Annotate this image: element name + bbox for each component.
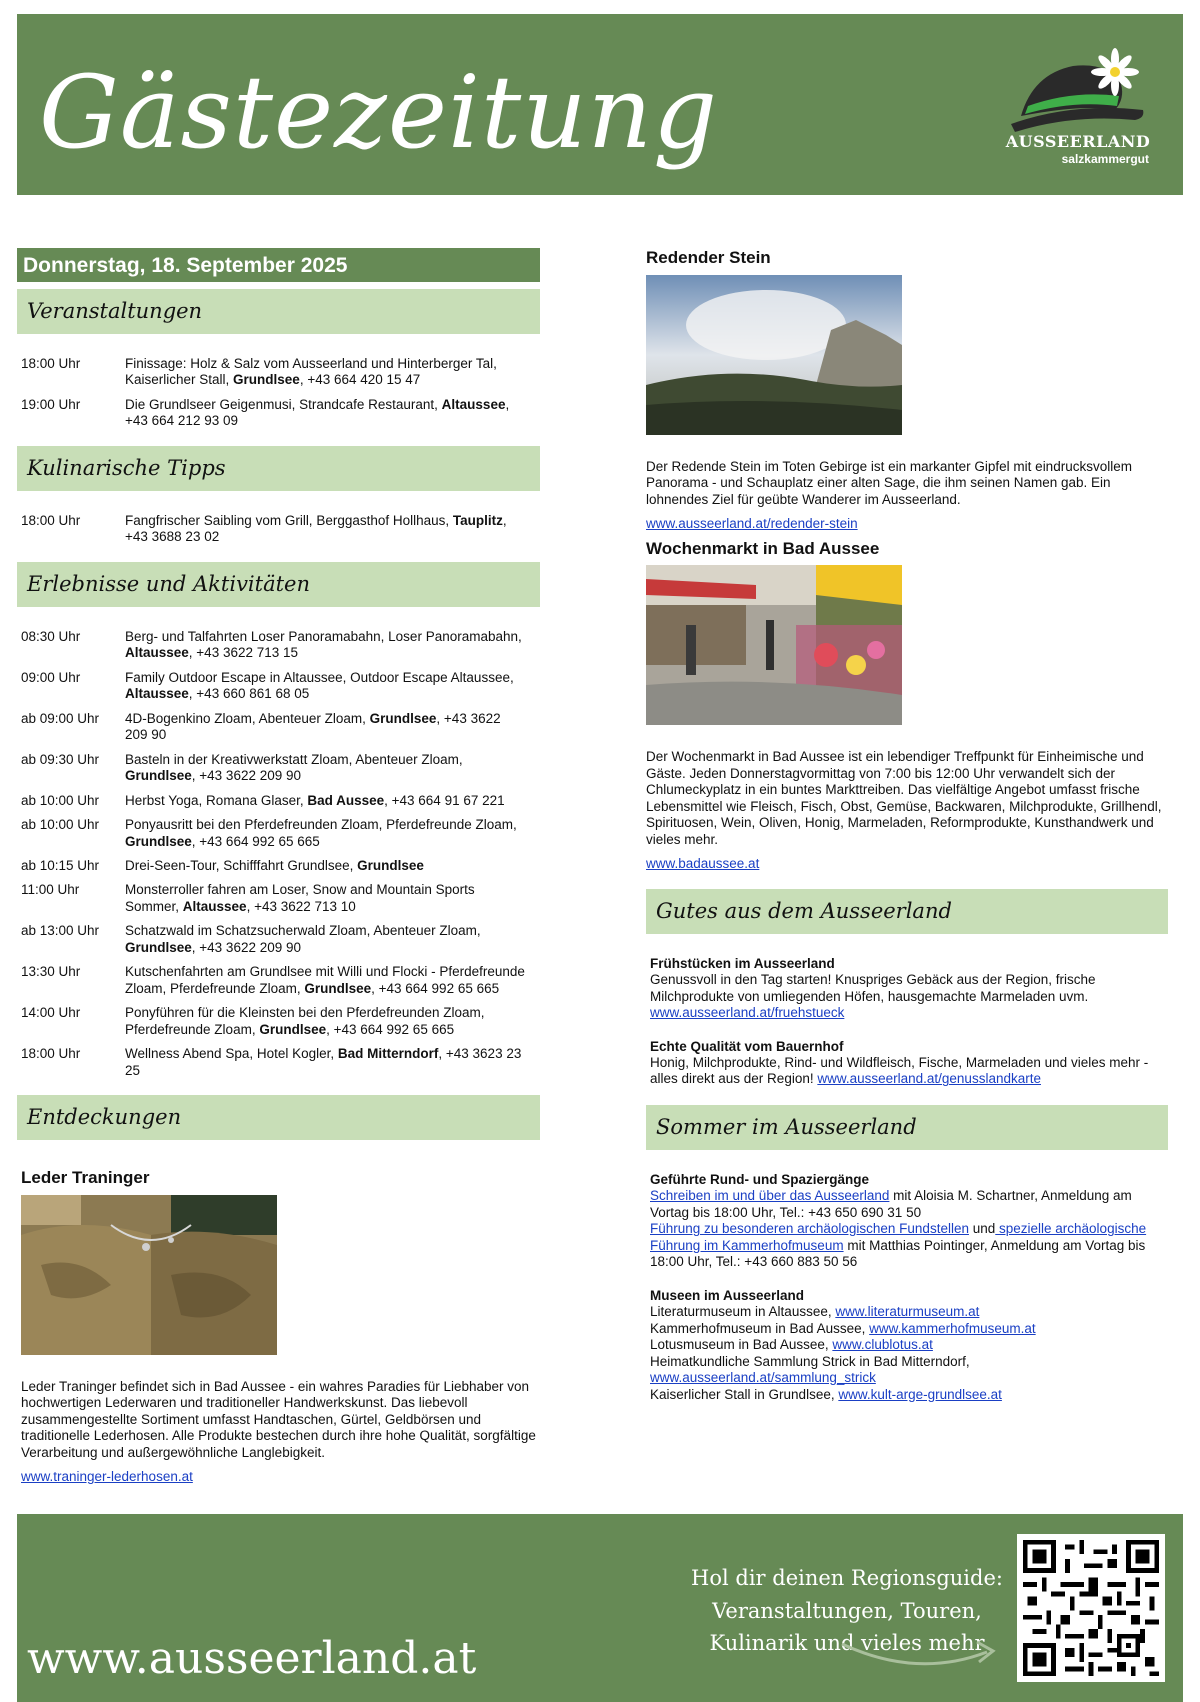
redender-text: Der Redende Stein im Toten Gebirge ist ein markanter Gipfel mit eindrucksvollem Panorama - und Schauplatz einer alten Sage, die ihm seinen Namen gab. Ein lohnendes Ziel für geübte Wanderer im Ausseerland.: [646, 458, 1132, 507]
event-row: [17, 513, 540, 546]
museum-link[interactable]: www.ausseerland.at/sammlung_strick: [650, 1370, 876, 1386]
event-description: Die Grundlseer Geigenmusi, Strandcafe Restaurant,: [125, 396, 442, 412]
event-contact: , +43 664 420 15 47: [299, 372, 421, 388]
event-place: Altaussee: [125, 686, 189, 702]
event-text: [125, 1046, 525, 1079]
fruehstueck-title: Frühstücken im Ausseerland: [650, 955, 835, 971]
lederhose-photo: [21, 1195, 277, 1355]
section-entdeckungen: Entdeckungen: [17, 1095, 540, 1140]
event-text: [125, 923, 525, 956]
event-contact: , +43 3623 23 25: [125, 1046, 522, 1078]
event-time: 18:00 Uhr: [21, 356, 81, 371]
fruehstueck-text: Genussvoll in den Tag starten! Knuspriges Gebäck aus der Region, frische Milchprodukte von umliegenden Höfen, hausgemachte Marmeladen uvm.: [650, 972, 1096, 1004]
event-list: [17, 513, 540, 546]
museen-title: Museen im Ausseerland: [650, 1287, 805, 1303]
event-contact: , +43 3622 713 10: [246, 898, 356, 914]
event-time: 14:00 Uhr: [21, 1005, 81, 1021]
event-description: Berg- und Talfahrten Loser Panoramabahn, Loser Panoramabahn,: [125, 628, 522, 644]
event-time: ab 10:00 Uhr: [21, 817, 100, 833]
redender-link[interactable]: www.ausseerland.at/redender-stein: [646, 516, 858, 532]
event-row: [17, 882, 540, 915]
event-place: Grundlsee: [125, 768, 192, 784]
event-place: Altaussee: [182, 898, 247, 914]
schreiben-link[interactable]: Schreiben im und über das Ausseerland: [650, 1188, 890, 1204]
event-text: [125, 1005, 525, 1038]
event-place: Grundlsee: [125, 939, 192, 955]
event-row: [17, 858, 540, 874]
event-time: 19:00 Uhr: [21, 396, 81, 412]
redender-title: Redender Stein: [646, 248, 771, 267]
right-column: [646, 248, 1168, 1420]
event-description: Schatzwald im Schatzsucherwald Zloam, Abenteuer Zloam,: [125, 923, 481, 939]
event-time: 18:00 Uhr: [21, 512, 81, 528]
event-text: [125, 964, 525, 997]
event-contact: , +43 664 992 65 665: [326, 1021, 455, 1037]
feature-block: [17, 1168, 540, 1486]
museum-name: Lotusmuseum in Bad Aussee,: [650, 1337, 833, 1353]
event-description: Finissage: Holz & Salz vom Ausseerland und Hinterberger Tal, Kaiserlicher Stall,: [125, 356, 497, 388]
section-gutes: Gutes aus dem Ausseerland: [646, 889, 1168, 934]
promo-line: Hol dir deinen Regionsguide:: [691, 1566, 1003, 1590]
gutes-block: [646, 956, 1168, 1088]
event-time: 13:30 Uhr: [21, 964, 81, 980]
event-list: [17, 356, 540, 430]
museum-item: [650, 1304, 1168, 1320]
promo-line: Kulinarik und vieles mehr: [709, 1631, 985, 1656]
event-time: ab 10:15 Uhr: [21, 857, 100, 873]
kammerhof-fuehrung-link[interactable]: spezielle archäologische Führung im Kammerhofmuseum: [650, 1221, 1147, 1253]
event-time: ab 09:00 Uhr: [21, 710, 100, 726]
event-contact: , +43 3622 713 15: [188, 645, 299, 661]
rund-title: Geführte Rund- und Spaziergänge: [650, 1171, 870, 1187]
section-sommer: Sommer im Ausseerland: [646, 1105, 1168, 1150]
markt-title: Wochenmarkt in Bad Aussee: [646, 538, 880, 558]
museum-name: Heimatkundliche Sammlung Strick in Bad Mitterndorf,: [650, 1353, 970, 1369]
header-banner: [17, 14, 1183, 195]
event-row: [17, 1005, 540, 1038]
arrow-icon: [837, 1624, 1007, 1674]
event-description: 4D-Bogenkino Zloam, Abenteuer Zloam,: [125, 710, 370, 726]
event-text: [125, 817, 525, 850]
event-row: [17, 670, 540, 703]
event-place: Grundlsee: [233, 372, 300, 388]
event-place: Tauplitz: [452, 512, 503, 528]
event-contact: , +43 664 992 65 665: [371, 980, 500, 996]
footer-banner: [17, 1514, 1183, 1702]
event-description: Fangfrischer Saibling vom Grill, Berggasthof Hollhaus,: [125, 512, 453, 528]
redender-stein-photo: [646, 275, 902, 435]
section-kulinarisch: Kulinarische Tipps: [17, 446, 540, 491]
event-text: [125, 858, 525, 874]
event-list: [17, 629, 540, 1079]
left-column: [17, 248, 540, 1486]
rund-text-2: mit Matthias Pointinger, Anmeldung am Vortag bis 18:00 Uhr, Tel.: +43 660 883 50 56: [650, 1237, 1146, 1270]
event-time: 08:30 Uhr: [21, 628, 81, 644]
event-time: 18:00 Uhr: [21, 1046, 81, 1062]
event-text: [125, 629, 525, 662]
event-row: [17, 397, 540, 430]
event-description: Drei-Seen-Tour, Schifffahrt Grundlsee,: [125, 857, 358, 873]
event-time: ab 10:00 Uhr: [21, 792, 100, 808]
feature-title: Leder Traninger: [21, 1168, 150, 1188]
event-description: Kutschenfahrten am Grundlsee mit Willi und Flocki - Pferdefreunde Zloam, Pferdefreunde Zloam,: [125, 964, 525, 996]
event-row: [17, 752, 540, 785]
section-veranstaltungen: Veranstaltungen: [17, 289, 540, 334]
logo-name: AUSSEERLAND: [1005, 132, 1151, 151]
museum-link[interactable]: www.kammerhofmuseum.at: [869, 1320, 1036, 1336]
event-text: [125, 513, 525, 546]
event-description: Monsterroller fahren am Loser, Snow and Mountain Sports Sommer,: [125, 882, 475, 914]
event-row: [17, 817, 540, 850]
date-heading: Donnerstag, 18. September 2025: [17, 248, 540, 282]
fundstellen-link[interactable]: Führung zu besonderen archäologischen Fundstellen: [650, 1221, 969, 1237]
footer-url[interactable]: www.ausseerland.at: [27, 1633, 477, 1684]
event-description: Ponyausritt bei den Pferdefreunden Zloam, Pferdefreunde Zloam,: [125, 817, 517, 833]
event-place: Grundlsee: [125, 833, 192, 849]
event-description: Wellness Abend Spa, Hotel Kogler,: [125, 1046, 338, 1062]
rund-mid: und: [968, 1221, 996, 1237]
event-place: Bad Mitterndorf: [337, 1046, 439, 1062]
event-place: Altaussee: [125, 645, 189, 661]
markt-text: Der Wochenmarkt in Bad Aussee ist ein lebendiger Treffpunkt für Einheimische und Gäste. Jeden Donnerstagvormittag von 7:00 bis 12:00 Uhr verwandelt sich der Chlumeckyplatz in ein buntes Markttreiben. Das vielfältige Angebot umfasst frische Lebensmittel wie Fleisch, Fisch, Obst, Gemüse, Backwaren, Milchprodukte, Grillhendl, Spirituosen, Wein, Oliven, Honig, Marmeladen, Reformprodukte, Kunsthandwerk und vieles mehr.: [646, 749, 1162, 847]
museum-item: [650, 1321, 1168, 1337]
fruehstueck-link[interactable]: www.ausseerland.at/fruehstueck: [650, 1005, 845, 1021]
event-contact: , +43 3622 209 90: [125, 710, 501, 743]
event-contact: , +43 3688 23 02: [125, 512, 507, 545]
event-description: Family Outdoor Escape in Altaussee, Outdoor Escape Altaussee,: [125, 669, 514, 685]
event-row: [17, 629, 540, 662]
event-description: Basteln in der Kreativwerkstatt Zloam, Abenteuer Zloam,: [125, 751, 463, 767]
logo-subtitle: salzkammergut: [1061, 152, 1149, 166]
event-row: [17, 923, 540, 956]
promo-line: Veranstaltungen, Touren,: [712, 1598, 982, 1623]
rund-text-1: mit Aloisia M. Schartner, Anmeldung am Vortag bis 18:00 Uhr, Tel.: +43 650 690 31 50: [650, 1188, 1132, 1220]
hat-edelweiss-icon: [1003, 44, 1153, 144]
event-contact: , +43 3622 209 90: [191, 939, 302, 955]
sommer-block: [646, 1172, 1168, 1403]
museum-link[interactable]: www.kult-arge-grundlsee.at: [838, 1386, 1002, 1402]
event-place: Altaussee: [441, 396, 506, 412]
event-contact: , +43 664 91 67 221: [384, 792, 505, 808]
event-row: [17, 964, 540, 997]
event-time: ab 09:30 Uhr: [21, 751, 100, 767]
event-place: Grundlsee: [369, 710, 437, 726]
badaussee-link[interactable]: www.badaussee.at: [646, 856, 760, 872]
event-text: [125, 752, 525, 785]
bauernhof-title: Echte Qualität vom Bauernhof: [650, 1038, 844, 1054]
museum-link[interactable]: www.clublotus.at: [832, 1337, 933, 1353]
event-description: Herbst Yoga, Romana Glaser,: [125, 792, 308, 808]
qr-code-icon: [1023, 1540, 1159, 1676]
museum-item: [650, 1387, 1168, 1403]
event-row: [17, 793, 540, 809]
traninger-link[interactable]: www.traninger-lederhosen.at: [21, 1469, 193, 1485]
event-text: [125, 397, 525, 430]
feature-text: Leder Traninger befindet sich in Bad Aussee - ein wahres Paradies für Liebhaber von hochwertigen Lederwaren und traditioneller Handwerkskunst. Das liebevoll zusammengestellte Sortiment umfasst Handtaschen, Gürtel, Geldbörsen und traditionelle Lederhosen. Alle Produkte bestechen durch ihre hohe Qualität, sorgfältige Verarbeitung und außergewöhnliche Langlebigkeit.: [21, 1378, 536, 1460]
event-place: Grundlsee: [304, 980, 372, 996]
event-text: [125, 711, 525, 744]
museum-name: Kaiserlicher Stall in Grundlsee,: [650, 1386, 839, 1402]
event-place: Grundlsee: [357, 857, 424, 873]
event-time: ab 13:00 Uhr: [21, 923, 100, 939]
qr-code[interactable]: [1017, 1534, 1165, 1682]
event-row: [17, 711, 540, 744]
event-row: [17, 1046, 540, 1079]
event-text: [125, 670, 525, 703]
event-text: [125, 356, 525, 389]
museum-item: [650, 1337, 1168, 1353]
museum-link[interactable]: www.literaturmuseum.at: [835, 1304, 980, 1320]
event-time: 11:00 Uhr: [21, 882, 80, 898]
event-text: [125, 793, 525, 809]
event-time: 09:00 Uhr: [21, 669, 81, 685]
event-place: Grundlsee: [259, 1021, 327, 1037]
event-contact: , +43 660 861 68 05: [188, 686, 310, 702]
museum-item: [650, 1354, 1168, 1387]
event-contact: , +43 3622 209 90: [191, 768, 302, 784]
genusslandkarte-link[interactable]: www.ausseerland.at/genusslandkarte: [817, 1071, 1041, 1087]
ausseerland-logo[interactable]: [1003, 44, 1153, 174]
event-place: Bad Aussee: [307, 792, 385, 808]
event-row: [17, 356, 540, 389]
bauernhof-text: Honig, Milchprodukte, Rind- und Wildfleisch, Fische, Marmeladen und vieles mehr - alles direkt aus der Region!: [650, 1054, 1149, 1087]
event-text: [125, 882, 525, 915]
event-contact: , +43 664 212 93 09: [125, 396, 510, 429]
event-contact: , +43 664 992 65 665: [191, 833, 320, 849]
wochenmarkt-photo: [646, 565, 902, 725]
museum-name: Literaturmuseum in Altaussee,: [650, 1304, 836, 1320]
masthead-title: Gästezeitung: [39, 54, 719, 171]
museum-name: Kammerhofmuseum in Bad Aussee,: [650, 1320, 870, 1336]
section-erlebnisse: Erlebnisse und Aktivitäten: [17, 562, 540, 607]
museen-list: [650, 1304, 1168, 1403]
event-description: Ponyführen für die Kleinsten bei den Pferdefreunden Zloam, Pferdefreunde Zloam,: [125, 1005, 485, 1037]
